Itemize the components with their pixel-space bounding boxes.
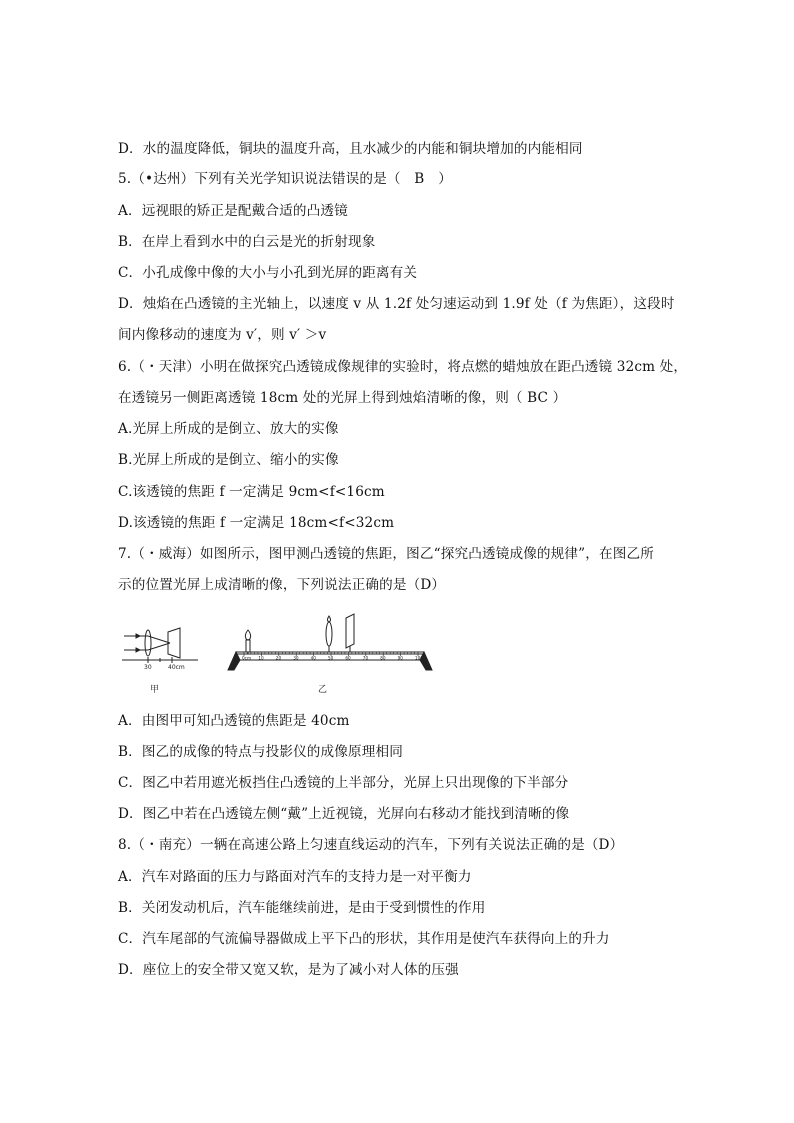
q7-option-a: A．由图甲可知凸透镜的焦距是 40cm	[118, 713, 350, 729]
q7-option-d: D．图乙中若在凸透镜左侧“戴”上近视镜，光屏向右移动才能找到清晰的像	[118, 806, 570, 822]
q8-option-d: D．座位上的安全带又宽又软，是为了减小对人体的压强	[118, 962, 459, 978]
bench-tick-label: 100	[415, 655, 423, 661]
bench-tick-label: 50	[328, 655, 334, 661]
ruler-label-30: 30	[144, 664, 152, 671]
bench-tick-label: 10	[258, 655, 264, 661]
q5-option-d-line1: D．烛焰在凸透镜的主光轴上，以速度 v 从 1.2f 处匀速运动到 1.9f 处（f 为焦距），这段时	[118, 296, 675, 312]
q6-option-d: D.该透镜的焦距 f 一定满足 18cm<f<32cm	[118, 515, 395, 531]
q5-option-a: A．远视眼的矫正是配戴合适的凸透镜	[118, 203, 348, 219]
q7-stem-line1: 7.（・威海）如图所示，图甲测凸透镜的焦距，图乙“探究凸透镜成像的规律”，在图乙所	[118, 546, 654, 562]
bench-tick-label: 80	[380, 655, 386, 661]
q7-option-c: C．图乙中若用遮光板挡住凸透镜的上半部分，光屏上只出现像的下半部分	[118, 775, 569, 791]
bench-screen	[346, 614, 354, 648]
bench-tick-label: 20	[275, 655, 282, 661]
q6-stem-line2: 在透镜另一侧距离透镜 18cm 处的光屏上得到烛焰清晰的像，则（ BC ）	[118, 390, 567, 406]
bench-tick-label: 30	[293, 655, 299, 661]
arrow-top	[136, 634, 140, 638]
convex-lens	[145, 630, 151, 656]
bench-tick-label: 40	[310, 655, 316, 661]
candle-flame	[245, 630, 250, 640]
q8-option-c: C．汽车尾部的气流偏导器做成上平下凸的形状，其作用是使汽车获得向上的升力	[118, 931, 610, 947]
bench-tick-label: 60	[345, 655, 351, 661]
bench-tick-label: 90	[397, 655, 403, 661]
q8-option-a: A．汽车对路面的压力与路面对汽车的支持力是一对平衡力	[118, 869, 472, 885]
bench-tick-label: 70	[362, 655, 369, 661]
q8-option-b: B．关闭发动机后，汽车能继续前进，是由于受到惯性的作用	[118, 900, 486, 916]
q4-option-d: D．水的温度降低，铜块的温度升高，且水减少的内能和铜块增加的内能相同	[118, 141, 583, 157]
lens-tip	[328, 616, 331, 622]
q8-stem: 8.（・南充）一辆在高速公路上匀速直线运动的汽车，下列有关说法正确的是（D）	[118, 837, 624, 853]
figure-yi-caption: 乙	[318, 685, 328, 695]
candle	[246, 640, 250, 652]
bench-lens	[326, 622, 332, 646]
bench-tick-label: 0cm	[242, 655, 252, 661]
q7-option-b: B．图乙的成像的特点与投影仪的成像原理相同	[118, 744, 404, 760]
q7-stem-line2: 示的位置光屏上成清晰的像，下列说法正确的是（D）	[118, 577, 446, 593]
arrow-bottom	[136, 648, 140, 652]
q6-option-c: C.该透镜的焦距 f 一定满足 9cm<f<16cm	[118, 484, 385, 500]
q5-stem: 5.（•达州）下列有关光学知识说法错误的是（ B ）	[118, 171, 452, 187]
q5-option-c: C．小孔成像中像的大小与小孔到光屏的距离有关	[118, 265, 418, 281]
figure-jia	[118, 622, 200, 672]
q6-stem-line1: 6.（・天津）小明在做探究凸透镜成像规律的实验时，将点燃的蜡烛放在距凸透镜 32cm 处，	[118, 359, 688, 375]
figure-jia-caption: 甲	[150, 685, 160, 695]
q6-option-b: B.光屏上所成的是倒立、缩小的实像	[118, 452, 339, 468]
q5-option-b: B．在岸上看到水中的白云是光的折射现象	[118, 234, 376, 250]
figure-yi	[222, 608, 436, 674]
q6-option-a: A.光屏上所成的是倒立、放大的实像	[118, 421, 339, 437]
ruler-label-40: 40cm	[168, 664, 185, 671]
q5-option-d-line2: 间内像移动的速度为 v′，则 v′ ＞v	[118, 327, 327, 343]
